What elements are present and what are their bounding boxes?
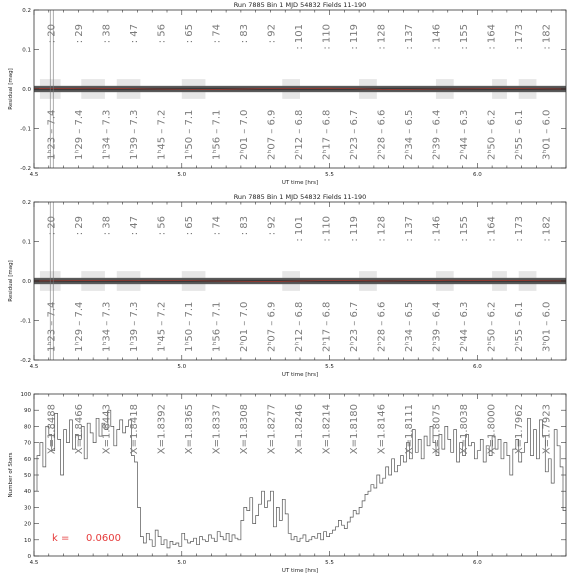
field-time-label: 1ʰ29 – 7.4 [74, 109, 86, 160]
field-time-label: 3ʰ01 – 6.0 [541, 301, 553, 352]
airmass-label: X=1.7923 [541, 404, 553, 455]
field-number-label: : 38 [101, 216, 113, 236]
field-time-label: 2ʰ01 – 7.0 [239, 301, 251, 352]
field-number-label: : 65 [184, 216, 196, 236]
field-number-label: : 164 [486, 216, 498, 242]
y-axis-label: Residual [mag] [8, 68, 14, 110]
field-number-label: : 155 [459, 216, 471, 242]
field-number-label: : 128 [376, 24, 388, 50]
field-number-label: : 92 [266, 216, 278, 236]
field-number-label: : 47 [129, 24, 141, 44]
x-tick-label: 6.0 [472, 560, 482, 566]
field-time-label: 1ʰ39 – 7.3 [129, 109, 141, 160]
x-tick-label: 4.5 [29, 172, 39, 178]
x-axis-label: UT time [hrs] [281, 372, 319, 378]
field-number-label: : 119 [349, 216, 361, 242]
field-time-label: 2ʰ39 – 6.4 [431, 301, 443, 352]
k-value: 0.0600 [86, 533, 121, 544]
field-time-label: 1ʰ50 – 7.1 [184, 109, 196, 160]
airmass-label: X=1.8214 [321, 404, 333, 455]
field-time-label: 1ʰ50 – 7.1 [184, 301, 196, 352]
y-tick-label: 20 [24, 521, 31, 528]
y-tick-label: 40 [24, 489, 31, 496]
field-time-label: 1ʰ56 – 7.1 [211, 109, 223, 160]
field-number-label: : 20 [46, 24, 58, 44]
field-number-label: : 101 [294, 216, 306, 242]
y-tick-label: 0.0 [22, 279, 31, 285]
y-tick-label: 60 [24, 456, 31, 463]
field-number-label: : 110 [321, 24, 333, 50]
airmass-label: X=1.8488 [46, 404, 58, 455]
field-number-label: : 38 [101, 24, 113, 44]
field-time-label: 2ʰ17 – 6.8 [321, 109, 333, 160]
field-number-label: : 146 [431, 216, 443, 242]
airmass-label: X=1.8038 [459, 404, 471, 455]
airmass-label: X=1.8337 [211, 404, 223, 455]
y-tick-label: -0.2 [20, 166, 31, 172]
airmass-label: X=1.8246 [294, 404, 306, 455]
field-number-label: : 137 [404, 24, 416, 50]
y-tick-label: -0.1 [20, 318, 31, 325]
airmass-label: X=1.8277 [266, 404, 278, 455]
field-number-label: : 74 [211, 216, 223, 236]
x-tick-label: 5.5 [325, 172, 334, 178]
airmass-label: X=1.8418 [129, 404, 141, 455]
y-tick-label: 0.2 [22, 200, 31, 206]
field-number-label: : 182 [541, 24, 553, 50]
field-time-label: 3ʰ01 – 6.0 [541, 109, 553, 160]
field-time-label: 2ʰ07 – 6.9 [266, 109, 278, 160]
field-time-label: 2ʰ28 – 6.6 [376, 109, 388, 160]
field-time-label: 1ʰ34 – 7.3 [101, 109, 113, 160]
y-tick-label: 10 [24, 537, 31, 544]
field-time-label: 1ʰ23 – 7.4 [46, 109, 58, 160]
airmass-label: X=1.8308 [239, 404, 251, 455]
field-number-label: : 56 [156, 216, 168, 236]
field-time-label: 1ʰ56 – 7.1 [211, 301, 223, 352]
airmass-label: X=1.8392 [156, 404, 168, 455]
field-number-label: : 173 [514, 24, 526, 50]
x-tick-label: 4.5 [29, 364, 39, 370]
x-axis-label: UT time [hrs] [281, 180, 319, 186]
field-time-label: 2ʰ55 – 6.1 [514, 109, 526, 160]
airmass-label: X=1.8365 [184, 404, 196, 455]
panel-1 [8, 1, 566, 186]
field-time-label: 1ʰ34 – 7.3 [101, 301, 113, 352]
field-time-label: 2ʰ23 – 6.7 [349, 109, 361, 160]
field-time-label: 2ʰ12 – 6.8 [294, 301, 306, 352]
field-number-label: : 173 [514, 216, 526, 242]
y-tick-label: -0.2 [20, 358, 31, 364]
field-number-label: : 92 [266, 24, 278, 44]
x-tick-label: 5.0 [177, 172, 187, 178]
field-time-label: 1ʰ23 – 7.4 [46, 301, 58, 352]
field-time-label: 2ʰ44 – 6.3 [459, 109, 471, 160]
airmass-label: X=1.8443 [101, 404, 113, 455]
field-number-label: : 101 [294, 24, 306, 50]
field-time-label: 2ʰ28 – 6.6 [376, 301, 388, 352]
field-number-label: : 182 [541, 216, 553, 242]
field-number-label: : 83 [239, 216, 251, 236]
y-axis-label: Number of Stars [8, 452, 14, 498]
field-time-label: 2ʰ12 – 6.8 [294, 109, 306, 160]
field-number-label: : 56 [156, 24, 168, 44]
field-number-label: : 110 [321, 216, 333, 242]
airmass-label: X=1.8466 [74, 404, 86, 455]
field-number-label: : 74 [211, 24, 223, 44]
chart-title: Run 7885 Bin 1 MJD 54832 Fields 11-190 [233, 193, 367, 201]
field-time-label: 2ʰ17 – 6.8 [321, 301, 333, 352]
field-time-label: 1ʰ39 – 7.3 [129, 301, 141, 352]
airmass-label: X=1.8075 [431, 404, 443, 455]
airmass-label: X=1.8111 [404, 404, 416, 455]
y-tick-label: 70 [24, 440, 31, 447]
field-time-label: 2ʰ44 – 6.3 [459, 301, 471, 352]
y-tick-label: 50 [24, 473, 31, 479]
y-tick-label: 90 [24, 408, 31, 415]
x-tick-label: 5.5 [325, 364, 334, 370]
airmass-label: X=1.8180 [349, 404, 361, 455]
y-tick-label: -0.1 [20, 126, 31, 133]
field-time-label: 1ʰ29 – 7.4 [74, 301, 86, 352]
x-tick-label: 5.5 [325, 560, 334, 566]
x-tick-label: 6.0 [472, 364, 482, 370]
field-time-label: 2ʰ23 – 6.7 [349, 301, 361, 352]
field-time-label: 2ʰ50 – 6.2 [486, 109, 498, 160]
field-time-label: 2ʰ07 – 6.9 [266, 301, 278, 352]
field-number-label: : 146 [431, 24, 443, 50]
field-number-label: : 29 [74, 24, 86, 44]
x-tick-label: 5.0 [177, 560, 187, 566]
y-axis-label: Residual [mag] [8, 260, 14, 302]
panel-3 [8, 392, 566, 574]
chart-title: Run 7885 Bin 1 MJD 54832 Fields 11-190 [233, 1, 367, 9]
x-axis-label: UT time [hrs] [281, 568, 319, 574]
field-number-label: : 164 [486, 24, 498, 50]
field-number-label: : 137 [404, 216, 416, 242]
airmass-label: X=1.8146 [376, 404, 388, 455]
y-tick-label: 0.1 [22, 239, 31, 246]
k-label: k = [52, 533, 70, 544]
field-time-label: 2ʰ55 – 6.1 [514, 301, 526, 352]
y-tick-label: 0.2 [22, 8, 31, 14]
field-number-label: : 128 [376, 216, 388, 242]
field-number-label: : 20 [46, 216, 58, 236]
x-tick-label: 4.5 [29, 560, 39, 566]
field-number-label: : 65 [184, 24, 196, 44]
airmass-label: X=1.8000 [486, 404, 498, 455]
y-tick-label: 100 [20, 392, 31, 398]
field-time-label: 2ʰ39 – 6.4 [431, 109, 443, 160]
x-tick-label: 5.0 [177, 364, 187, 370]
field-time-label: 2ʰ50 – 6.2 [486, 301, 498, 352]
field-time-label: 1ʰ45 – 7.2 [156, 301, 168, 352]
y-tick-label: 0.1 [22, 47, 31, 54]
field-number-label: : 47 [129, 216, 141, 236]
field-time-label: 1ʰ45 – 7.2 [156, 109, 168, 160]
panel-2 [8, 193, 566, 378]
field-number-label: : 83 [239, 24, 251, 44]
airmass-label: X=1.7962 [514, 404, 526, 455]
y-tick-label: 0.0 [22, 87, 31, 93]
y-tick-label: 0 [27, 554, 31, 560]
x-tick-label: 6.0 [472, 172, 482, 178]
field-time-label: 2ʰ34 – 6.5 [404, 109, 416, 160]
y-tick-label: 80 [24, 424, 31, 431]
field-number-label: : 119 [349, 24, 361, 50]
field-time-label: 2ʰ01 – 7.0 [239, 109, 251, 160]
field-number-label: : 29 [74, 216, 86, 236]
field-time-label: 2ʰ34 – 6.5 [404, 301, 416, 352]
field-number-label: : 155 [459, 24, 471, 50]
y-tick-label: 30 [24, 505, 31, 512]
